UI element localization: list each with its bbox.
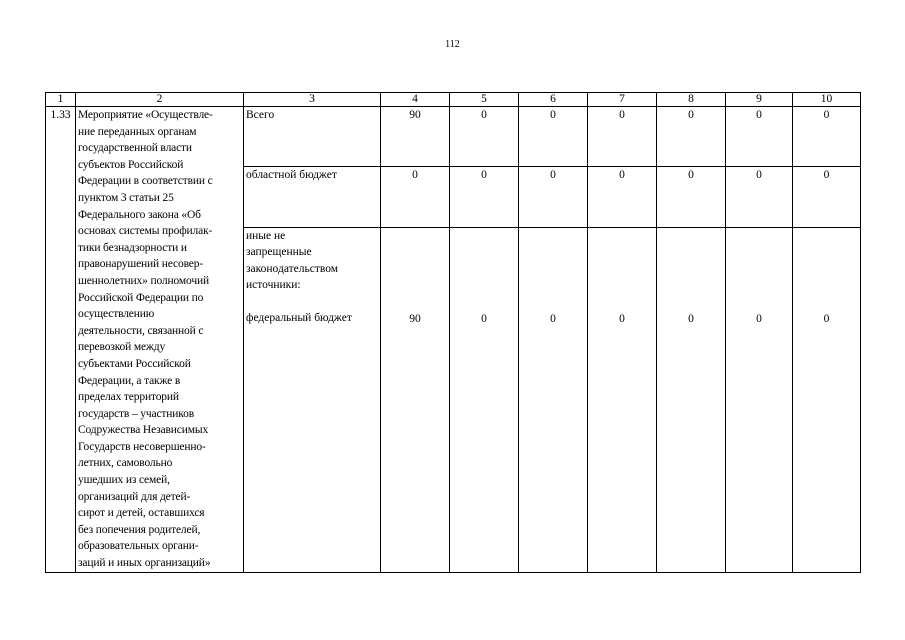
- value-cell: 0: [588, 107, 657, 167]
- header-cell: 4: [381, 93, 450, 107]
- value-cell: 0: [726, 107, 793, 167]
- measure-line: тики безнадзорности и: [78, 241, 187, 254]
- value-cell: [588, 227, 657, 572]
- value-cell: 0: [381, 167, 450, 227]
- table-row-total: [46, 107, 861, 167]
- measure-line: перевозкой между: [78, 341, 166, 354]
- value-cell: 0: [793, 167, 861, 227]
- measure-line: Мероприятие «Осуществле-: [78, 109, 213, 121]
- federal-value: 0: [550, 312, 556, 325]
- value-cell: 0: [450, 107, 519, 167]
- federal-value: 90: [409, 312, 421, 325]
- measure-line: правонарушений несовер-: [78, 258, 204, 271]
- header-cell: 1: [46, 93, 76, 107]
- value-cell: [726, 227, 793, 572]
- spacer: [246, 294, 378, 310]
- federal-value: 0: [688, 312, 694, 325]
- value-cell: 0: [793, 107, 861, 167]
- header-cell: 5: [450, 93, 519, 107]
- value-cell: [450, 227, 519, 572]
- header-cell: 2: [76, 93, 244, 107]
- measure-line: основах системы профилак-: [78, 225, 213, 238]
- measure-line: ушедших из семей,: [78, 474, 170, 487]
- other-sources-line: запрещенные: [246, 246, 312, 259]
- measure-line: государственной власти: [78, 142, 192, 155]
- measure-line: субъектами Российской: [78, 357, 191, 370]
- header-cell: 7: [588, 93, 657, 107]
- measure-line: осуществлению: [78, 308, 155, 321]
- measure-line: организаций для детей-: [78, 490, 191, 503]
- header-cell: 3: [244, 93, 381, 107]
- source-label-other: [244, 227, 381, 572]
- source-label-total: Всего: [244, 107, 381, 167]
- source-label-federal: федеральный бюджет: [246, 312, 352, 325]
- value-cell: [381, 227, 450, 572]
- measure-line: деятельности, связанной с: [78, 324, 204, 337]
- measure-line: летних, самовольно: [78, 457, 173, 470]
- value-cell: 0: [726, 167, 793, 227]
- measure-line: Федерации в соответствии с: [78, 175, 213, 188]
- measure-line: образовательных органи-: [78, 540, 199, 553]
- measure-line: пределах территорий: [78, 391, 179, 404]
- measure-line: Федерации, а также в: [78, 374, 181, 387]
- measure-line: субъектов Российской: [78, 158, 184, 171]
- value-cell: 0: [657, 167, 726, 227]
- header-cell: 6: [519, 93, 588, 107]
- other-sources-line: иные не: [246, 229, 286, 242]
- federal-value: 0: [619, 312, 625, 325]
- value-cell: [793, 227, 861, 572]
- source-label-regional: областной бюджет: [244, 167, 381, 227]
- value-cell: 0: [450, 167, 519, 227]
- value-cell: 0: [657, 107, 726, 167]
- measure-line: без попечения родителей,: [78, 523, 201, 536]
- measure-line: заций и иных организаций»: [78, 557, 211, 570]
- other-sources-line: законодательством: [246, 262, 339, 275]
- measure-line: ние переданных органам: [78, 125, 197, 138]
- measure-line: Российской Федерации по: [78, 291, 204, 304]
- header-cell: 8: [657, 93, 726, 107]
- measure-line: Федерального закона «Об: [78, 208, 201, 221]
- value-cell: 0: [519, 107, 588, 167]
- federal-value: 0: [481, 312, 487, 325]
- measure-line: шеннолетних» полномочий: [78, 274, 209, 287]
- value-cell: 0: [588, 167, 657, 227]
- table-header-row: [46, 93, 861, 107]
- measure-line: пунктом 3 статьи 25: [78, 191, 174, 204]
- budget-table: [45, 92, 861, 573]
- page-number: 112: [445, 39, 460, 50]
- row-number: 1.33: [46, 107, 76, 573]
- value-cell: 0: [519, 167, 588, 227]
- value-cell: [519, 227, 588, 572]
- value-cell: [657, 227, 726, 572]
- federal-value: 0: [756, 312, 762, 325]
- measure-line: Содружества Независимых: [78, 424, 209, 437]
- federal-value: 0: [823, 312, 830, 325]
- header-cell: 10: [793, 93, 861, 107]
- other-sources-line: источники:: [246, 279, 301, 292]
- measure-line: сирот и детей, оставшихся: [78, 507, 205, 520]
- measure-line: Государств несовершенно-: [78, 440, 206, 453]
- measure-description: [76, 107, 244, 573]
- value-cell: 90: [381, 107, 450, 167]
- header-cell: 9: [726, 93, 793, 107]
- measure-line: государств – участников: [78, 407, 195, 420]
